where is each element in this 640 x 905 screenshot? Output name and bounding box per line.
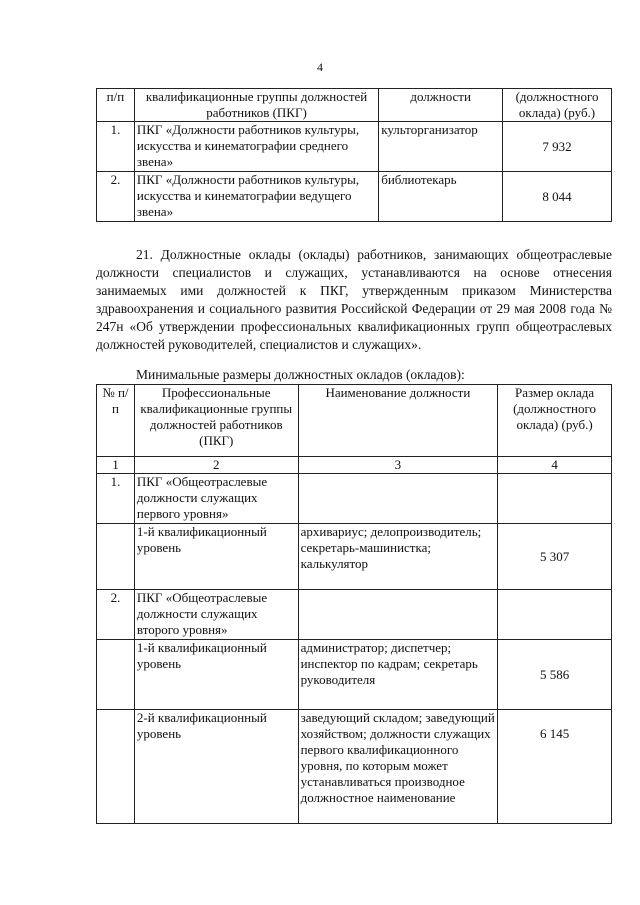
table-header-row bbox=[97, 385, 612, 457]
paragraph-21 bbox=[96, 246, 612, 354]
row-position bbox=[298, 474, 498, 524]
row-salary: 7 932 bbox=[503, 122, 612, 172]
header-position: Наименование должности bbox=[298, 385, 498, 457]
table-header-row bbox=[97, 89, 612, 122]
column-number: 4 bbox=[498, 457, 612, 474]
page-number: 4 bbox=[317, 60, 323, 74]
row-num bbox=[97, 710, 135, 824]
table-row bbox=[97, 524, 612, 590]
header-num: № п/п bbox=[97, 385, 135, 457]
row-salary: 5 307 bbox=[498, 524, 612, 590]
header-salary: (должностного оклада) (руб.) bbox=[503, 89, 612, 122]
table-row bbox=[97, 122, 612, 172]
row-position bbox=[298, 590, 498, 640]
row-salary bbox=[498, 474, 612, 524]
column-number: 3 bbox=[298, 457, 498, 474]
row-group: 2-й квалификационный уровень bbox=[134, 710, 298, 824]
row-num: 1. bbox=[97, 474, 135, 524]
table-row bbox=[97, 640, 612, 710]
table-row bbox=[97, 172, 612, 222]
header-group: Профессиональные квалификационные группы должностей работников (ПКГ) bbox=[134, 385, 298, 457]
salary-table-general bbox=[96, 384, 612, 824]
row-position: культорганизатор bbox=[379, 122, 503, 172]
row-salary: 5 586 bbox=[498, 640, 612, 710]
row-position: библиотекарь bbox=[379, 172, 503, 222]
table-row bbox=[97, 474, 612, 524]
row-num: 2. bbox=[97, 172, 135, 222]
row-position: архивариус; делопроизводитель; секретарь-машинистка; калькулятор bbox=[298, 524, 498, 590]
row-group: ПКГ «Общеотраслевые должности служащих первого уровня» bbox=[134, 474, 298, 524]
row-group: ПКГ «Общеотраслевые должности служащих второго уровня» bbox=[134, 590, 298, 640]
row-salary bbox=[498, 590, 612, 640]
column-number: 2 bbox=[134, 457, 298, 474]
row-group: ПКГ «Должности работников культуры, искусства и кинематографии ведущего звена» bbox=[134, 172, 378, 222]
table-row bbox=[97, 710, 612, 824]
row-group: 1-й квалификационный уровень bbox=[134, 524, 298, 590]
row-num bbox=[97, 524, 135, 590]
row-group: ПКГ «Должности работников культуры, искусства и кинематографии среднего звена» bbox=[134, 122, 378, 172]
salary-table-culture bbox=[96, 88, 612, 222]
row-position: заведующий складом; заведующий хозяйством; должности служащих первого квалификационного уровня, по которым может устанавливаться производное должностное наименование bbox=[298, 710, 498, 824]
row-num: 2. bbox=[97, 590, 135, 640]
header-num: п/п bbox=[97, 89, 135, 122]
header-group: квалификационные группы должностей работников (ПКГ) bbox=[134, 89, 378, 122]
header-position: должности bbox=[379, 89, 503, 122]
column-number: 1 bbox=[97, 457, 135, 474]
row-num bbox=[97, 640, 135, 710]
column-number-row bbox=[97, 457, 612, 474]
table-row bbox=[97, 590, 612, 640]
row-num: 1. bbox=[97, 122, 135, 172]
paragraph-21-text: 21. Должностные оклады (оклады) работников, занимающих общеотраслевые должности специалистов и служащих, устанавливаются на основе отнесения занимаемых ими должностей к ПКГ, утвержденным приказом Министерства здравоохранения и социального развития Российской Федерации от 29 мая 2008 года № 247н «Об утверждении профессиональных квалификационных групп общеотраслевых должностей руководителей, специалистов и служащих». bbox=[96, 247, 612, 352]
row-salary: 8 044 bbox=[503, 172, 612, 222]
header-salary: Размер оклада (должностного оклада) (руб.) bbox=[498, 385, 612, 457]
row-salary: 6 145 bbox=[498, 710, 612, 824]
table-caption: Минимальные размеры должностных окладов (окладов): bbox=[136, 367, 465, 382]
row-group: 1-й квалификационный уровень bbox=[134, 640, 298, 710]
row-position: администратор; диспетчер; инспектор по кадрам; секретарь руководителя bbox=[298, 640, 498, 710]
